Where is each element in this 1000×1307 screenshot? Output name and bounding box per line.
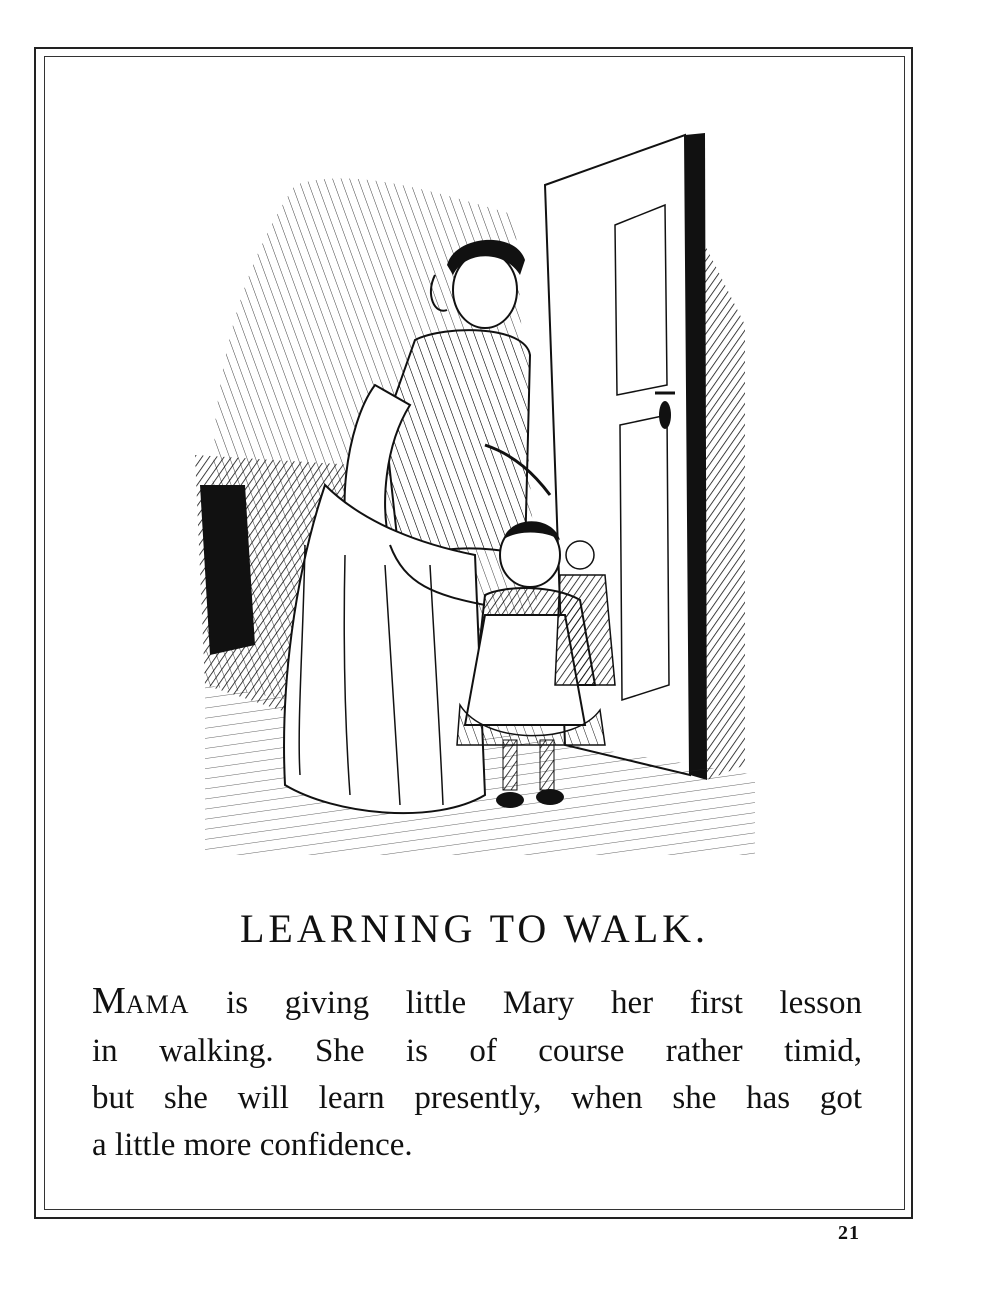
page-title: LEARNING TO WALK. <box>239 906 710 951</box>
engraving-illustration <box>185 125 775 865</box>
story-line-1-text: is giving little Mary her first lesson <box>189 985 862 1021</box>
small-caps-lead: AMA <box>125 990 190 1019</box>
story-line-3: but she will learn presently, when she has got <box>92 1080 862 1116</box>
drop-capital: M <box>92 980 126 1022</box>
page-number: 21 <box>838 1222 860 1244</box>
story-line-4: a little more confidence. <box>92 1127 413 1163</box>
story-line-1 <box>92 978 862 1028</box>
story-line-2: in walking. She is of course rather timid, <box>92 1033 862 1069</box>
story-paragraph <box>92 978 862 1169</box>
